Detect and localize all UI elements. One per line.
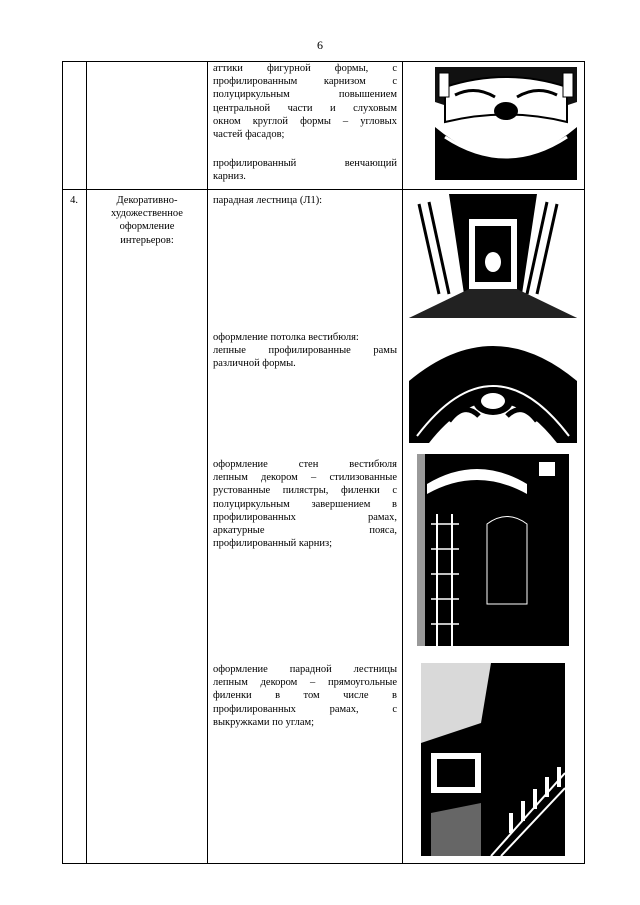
text-line: профилированным карнизом с: [213, 76, 397, 88]
text-line: рустованные пилястры, филенки с: [213, 485, 397, 497]
text-line: профилированных рамах, с: [213, 703, 397, 715]
table-border-left: [62, 61, 63, 864]
row1-description-block2: [213, 157, 397, 183]
text-line: карниз.: [213, 171, 246, 183]
text-line: оформление: [119, 221, 175, 233]
row2-description-block3: [213, 458, 397, 550]
text-line: частей фасадов;: [213, 129, 285, 141]
text-line: оформление парадной лестницы: [213, 664, 397, 675]
text-line: Декоративно-: [116, 195, 178, 206]
table-border-right: [584, 61, 585, 864]
text-line: различной формы.: [213, 358, 296, 370]
row2-description-block2: [213, 331, 397, 371]
text-line: лепным декором – стилизованные: [213, 472, 397, 484]
text-line: окном круглой формы – угловых: [213, 115, 397, 127]
row2-description-block4: [213, 663, 397, 729]
table-border-bottom: [62, 863, 585, 864]
text-line: оформление потолка вестибюля:: [213, 332, 359, 343]
text-line: выкружками по углам;: [213, 716, 315, 728]
text-line: аркатурные пояса,: [213, 525, 397, 537]
text-line: полуциркульным повышением: [213, 89, 397, 101]
table-border-col3: [402, 61, 403, 864]
text-line: профилированный венчающий: [213, 158, 397, 169]
row2-number: 4.: [70, 195, 78, 206]
table-border-col2: [207, 61, 208, 864]
text-line: лепным декором – прямоугольные: [213, 677, 397, 689]
text-line: филенки в том числе в: [213, 690, 397, 702]
row1-description-block1: [213, 62, 397, 141]
protected-elements-table: [62, 61, 585, 864]
facade-attic-photo: [435, 67, 577, 180]
table-border-col1: [86, 61, 87, 864]
text-line: лепные профилированные рамы: [213, 345, 397, 357]
page-number: 6: [317, 38, 323, 52]
main-staircase-photo: [409, 194, 577, 318]
text-line: художественное: [111, 208, 183, 220]
text-line: интерьеров:: [120, 234, 174, 246]
staircase-decor-photo: [421, 663, 565, 856]
table-row-divider: [62, 189, 585, 190]
text-line: центральной части и слуховым: [213, 102, 397, 114]
text-line: профилированный карниз;: [213, 538, 333, 550]
text-line: оформление стен вестибюля: [213, 459, 397, 470]
row2-element-name: [88, 194, 206, 247]
text-line: аттики фигурной формы, с: [213, 63, 397, 74]
text-line: профилированных рамах,: [213, 511, 397, 523]
text-line: полуциркульным завершением в: [213, 498, 397, 510]
row2-description-block1: [213, 194, 397, 207]
vestibule-walls-photo: [417, 454, 569, 646]
text-line: парадная лестница (Л1):: [213, 195, 323, 206]
vestibule-ceiling-photo: [409, 331, 577, 443]
